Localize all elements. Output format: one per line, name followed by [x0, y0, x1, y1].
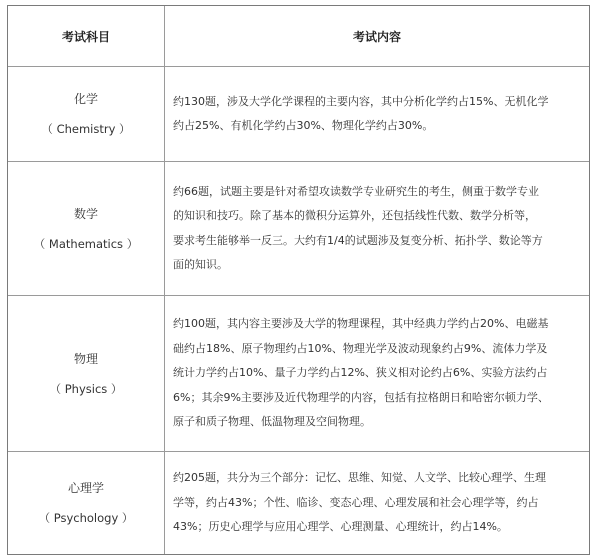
subject-cell — [8, 67, 165, 161]
subject-cell — [8, 162, 165, 295]
table-header-row — [8, 6, 589, 66]
content-cell — [165, 67, 589, 161]
subject-name-en: （ Mathematics ） — [33, 236, 139, 251]
content-line: 6%；其余9%主要涉及近代物理学的内容，包括有拉格朗日和哈密尔顿力学、 — [173, 390, 549, 404]
header-content: 考试内容 — [352, 29, 401, 44]
subject-cell — [8, 296, 165, 451]
content-line: 学等，约占43%；个性、临诊、变态心理、心理发展和社会心理学等，约占 — [173, 495, 539, 509]
table-row — [8, 161, 589, 295]
content-line: 要求考生能够举一反三。大约有1/4的试题涉及复变分析、拓扑学、数论等方 — [173, 233, 543, 247]
content-line: 的知识和技巧。除了基本的微积分运算外，还包括线性代数、数学分析等， — [173, 209, 536, 222]
table-row — [8, 66, 589, 161]
content-line: 约66题，试题主要是针对希望攻读数学专业研究生的考生，侧重于数学专业 — [173, 184, 539, 198]
content-line: 原子和质子物理、低温物理及空间物理。 — [173, 415, 371, 429]
content-line: 约130题，涉及大学化学课程的主要内容，其中分析化学约占15%、无机化学 — [173, 94, 549, 108]
header-subject: 考试科目 — [8, 6, 165, 66]
content-line: 约100题，其内容主要涉及大学的物理课程，其中经典力学约占20%、电磁基 — [173, 317, 549, 331]
subject-name-en: （ Psychology ） — [38, 511, 134, 525]
table-row — [8, 451, 589, 554]
content-line: 础约占18%、原子物理约占10%、物理光学及波动现象约占9%、流体力学及 — [173, 341, 548, 355]
subject-cell — [8, 452, 165, 554]
content-line: 面的知识。 — [173, 258, 228, 271]
content-line: 43%；历史心理学与应用心理学、心理测量、心理统计，约占14%。 — [173, 520, 508, 534]
content-cell — [165, 452, 589, 554]
subject-name-cn: 心理学 — [67, 481, 104, 495]
table-row — [8, 295, 589, 451]
subject-name-cn: 化学 — [73, 92, 98, 106]
subject-name-cn: 数学 — [73, 206, 98, 221]
content-line: 约占25%、有机化学约占30%、物理化学约占30%。 — [173, 119, 434, 132]
subject-name-en: （ Chemistry ） — [41, 122, 131, 136]
content-cell — [165, 296, 589, 451]
exam-content-table — [7, 5, 590, 555]
content-line: 约205题，共分为三个部分：记忆、思维、知觉、人文学、比较心理学、生理 — [173, 471, 546, 485]
subject-name-cn: 物理 — [73, 351, 98, 366]
subject-name-en: （ Physics ） — [49, 381, 123, 396]
content-cell — [165, 162, 589, 295]
content-line: 统计力学约占10%、量子力学约占12%、狭义相对论约占6%、实验方法约占 — [173, 366, 548, 380]
